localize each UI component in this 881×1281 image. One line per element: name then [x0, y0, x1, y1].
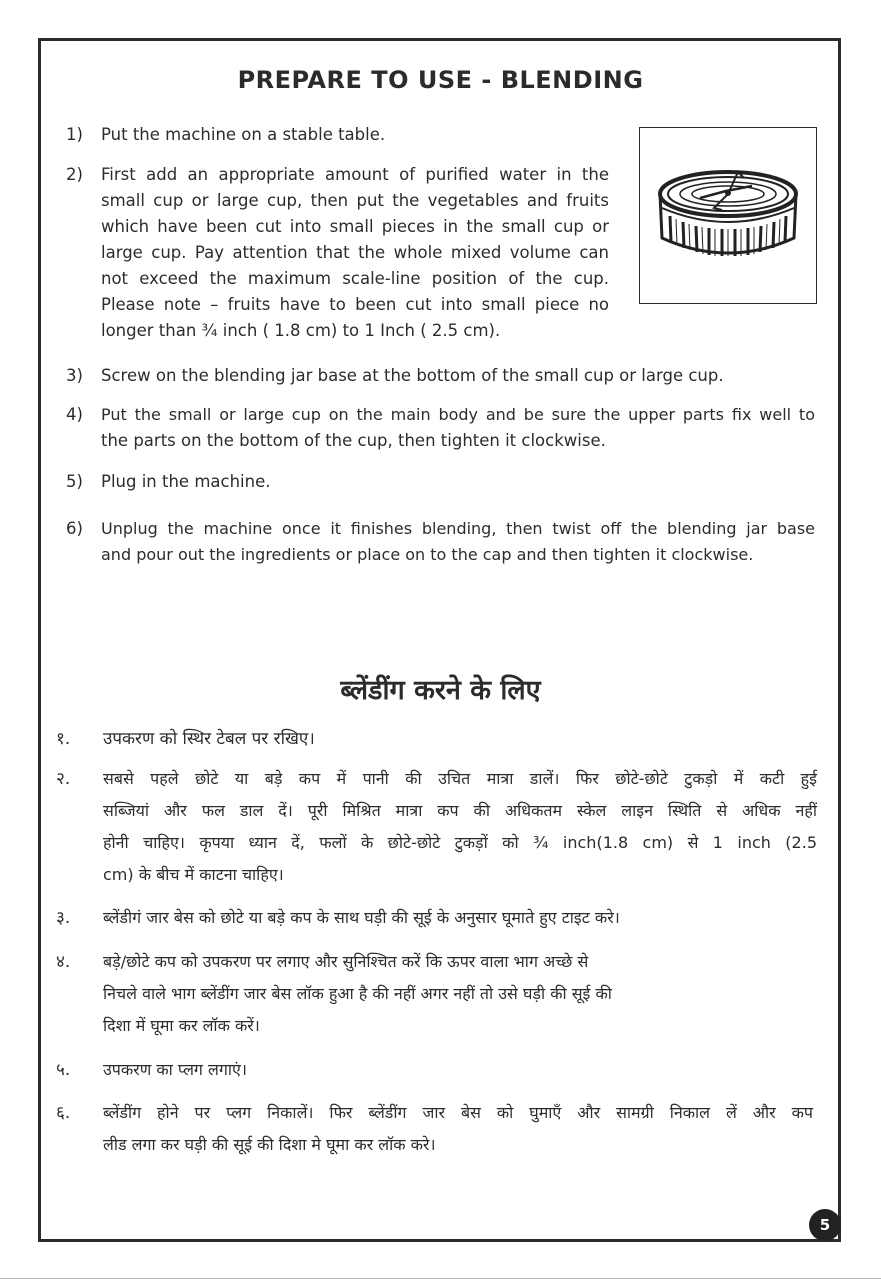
step-en-2-line-5: not exceed the maximum scale-line position of the cup.: [101, 269, 609, 288]
step-hi-2-line-2: सब्जियां और फल डाल दें। पूरी मिश्रित मात्रा कप की अधिकतम स्केल लाइन स्थिति से अधिक नहीं: [103, 801, 817, 820]
step-en-2-line-4: large cup. Pay attention that the whole mixed volume can: [101, 243, 609, 262]
page-number-badge: 5: [809, 1209, 841, 1241]
step-number: २.: [56, 769, 71, 789]
step-hi-2-line-1: सबसे पहले छोटे या बड़े कप में पानी की उचित मात्रा डालें। फिर छोटे-छोटे टुकड़ो में कटी हुई: [103, 769, 817, 788]
step-number: 2): [66, 165, 83, 184]
step-en-2-line-1: First add an appropriate amount of purified water in the: [101, 165, 609, 184]
step-hi-1-line-1: उपकरण को स्थिर टेबल पर रखिए।: [103, 729, 315, 749]
step-number: 1): [66, 125, 83, 144]
step-number: १.: [56, 729, 71, 749]
step-number: 3): [66, 366, 83, 385]
page-bottom-rule: [0, 1278, 881, 1279]
step-number: ६.: [56, 1103, 71, 1123]
step-en-2-line-2: small cup or large cup, then put the vegetables and fruits: [101, 191, 609, 210]
step-number: 4): [66, 405, 83, 424]
blending-jar-base-illustration: [639, 127, 817, 304]
step-en-5-line-1: Plug in the machine.: [101, 472, 271, 491]
step-hi-6-line-1: ब्लेंडींग होने पर प्लग निकालें। फिर ब्लेंडींग जार बेस को घुमाएँ और सामग्री निकाल लें और कप: [103, 1103, 813, 1122]
step-hi-2-line-4: cm) के बीच में काटना चाहिए।: [103, 865, 284, 884]
step-number: ५.: [56, 1060, 71, 1080]
step-hi-4-line-3: दिशा में घूमा कर लॉक करें।: [103, 1016, 260, 1035]
step-en-2-line-7: longer than ¾ inch ( 1.8 cm) to 1 Inch ( 2.5 cm).: [101, 321, 501, 340]
step-text: Put the machine on a stable table.: [101, 125, 386, 144]
step-en-3-line-1: Screw on the blending jar base at the bottom of the small cup or large cup.: [101, 366, 724, 385]
step-hi-4-line-2: निचले वाले भाग ब्लेंडींग जार बेस लॉक हुआ है की नहीं अगर नहीं तो उसे घड़ी की सूई की: [103, 984, 612, 1003]
step-hi-2-line-3: होनी चाहिए। कृपया ध्यान दें, फलों के छोटे-छोटे टुकड़ों को ¾ inch(1.8 cm) से 1 inch (2.5: [103, 833, 817, 852]
step-hi-5-line-1: उपकरण का प्लग लगाएं।: [103, 1060, 247, 1079]
step-number: ३.: [56, 908, 71, 928]
step-en-2-line-6: Please note – fruits have to been cut into small piece no: [101, 295, 609, 314]
step-en-2-line-3: which have been cut into small pieces in the small cup or: [101, 217, 609, 236]
step-hi-3-line-1: ब्लेंडीगं जार बेस को छोटे या बड़े कप के साथ घड़ी की सूई के अनुसार घूमाते हुए टाइट करे।: [103, 908, 620, 927]
step-en-4-line-1: Put the small or large cup on the main body and be sure the upper parts fix well to: [101, 405, 815, 424]
step-en-6-line-2: and pour out the ingredients or place on to the cap and then tighten it clockwise.: [101, 545, 754, 564]
english-heading: PREPARE TO USE - BLENDING: [237, 66, 644, 94]
step-en-4-line-2: the parts on the bottom of the cup, then tighten it clockwise.: [101, 431, 606, 450]
hindi-heading: ब्लेंडींग करने के लिए: [340, 675, 541, 706]
step-number: ४.: [56, 952, 71, 972]
step-number: 5): [66, 472, 83, 491]
step-hi-6-line-2: लीड लगा कर घड़ी की सूई की दिशा मे घूमा कर लॉक करे।: [103, 1135, 436, 1154]
step-en-6-line-1: Unplug the machine once it finishes blending, then twist off the blending jar base: [101, 519, 815, 538]
step-hi-4-line-1: बड़े/छोटे कप को उपकरण पर लगाए और सुनिश्चित करें कि ऊपर वाला भाग अच्छे से: [103, 952, 589, 971]
blade-base-icon: [640, 128, 815, 302]
step-number: 6): [66, 519, 83, 538]
